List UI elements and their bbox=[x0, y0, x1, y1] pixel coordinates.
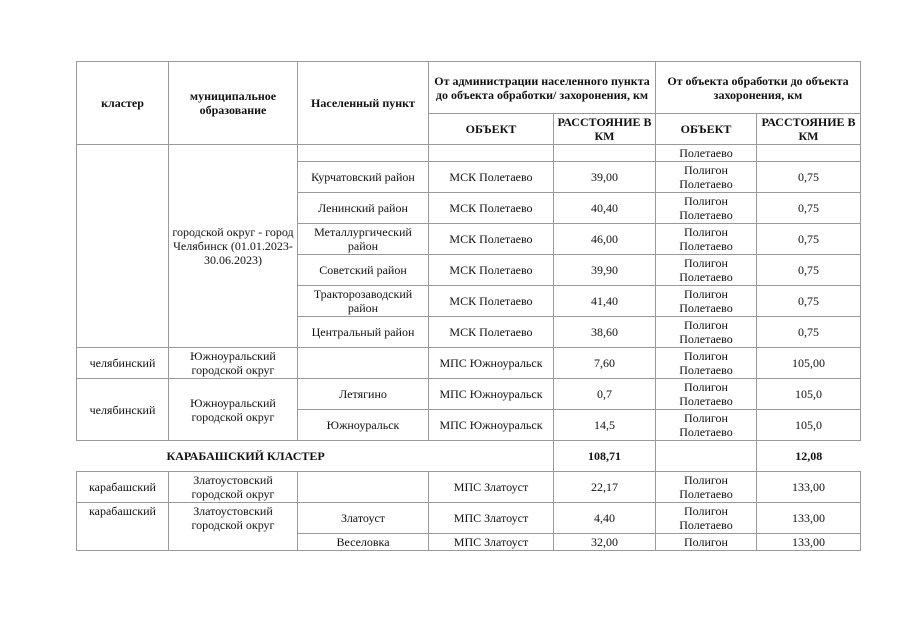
cell-object2: Полигон Полетаево bbox=[656, 162, 757, 193]
cell-object1: МСК Полетаево bbox=[429, 162, 554, 193]
table-row bbox=[77, 379, 861, 410]
cell-dist1: 38,60 bbox=[554, 317, 656, 348]
cell-object1: МСК Полетаево bbox=[429, 224, 554, 255]
cell-cluster-empty bbox=[77, 145, 169, 348]
cell-dist1: 7,60 bbox=[554, 348, 656, 379]
cell-object2: Полигон Полетаево bbox=[656, 410, 757, 441]
cell-dist2: 133,00 bbox=[757, 472, 861, 503]
cell-dist2: 0,75 bbox=[757, 162, 861, 193]
cell-object1: МСК Полетаево bbox=[429, 317, 554, 348]
cell-dist2: 0,75 bbox=[757, 224, 861, 255]
cell-object1: МПС Южноуральск bbox=[429, 348, 554, 379]
cell-municipality: Южноуральский городской округ bbox=[169, 379, 298, 441]
cell-settlement: Тракторозаводский район bbox=[298, 286, 429, 317]
cell-settlement: Курчатовский район bbox=[298, 162, 429, 193]
cluster-label: КАРАБАШСКИЙ КЛАСТЕР bbox=[77, 441, 554, 472]
cell-cluster: челябинский bbox=[77, 379, 169, 441]
cell-object2: Полигон Полетаево bbox=[656, 193, 757, 224]
cell-cluster: карабашский bbox=[77, 503, 169, 551]
table-row bbox=[77, 472, 861, 503]
cell-dist1: 40,40 bbox=[554, 193, 656, 224]
cell-object1: МПС Южноуральск bbox=[429, 379, 554, 410]
cell-object1: МПС Южноуральск bbox=[429, 410, 554, 441]
cell-municipality: Южноуральский городской округ bbox=[169, 348, 298, 379]
distance-table bbox=[76, 61, 861, 551]
header-object-1: ОБЪЕКТ bbox=[429, 114, 554, 145]
cell-settlement: Южноуральск bbox=[298, 410, 429, 441]
cell-object2: Полигон Полетаево bbox=[656, 224, 757, 255]
cell-object1: МПС Златоуст bbox=[429, 503, 554, 534]
cell-object2: Полигон Полетаево bbox=[656, 255, 757, 286]
cell-object2: Полигон Полетаево bbox=[656, 472, 757, 503]
cell-cluster: челябинский bbox=[77, 348, 169, 379]
cell-object2: Полигон Полетаево bbox=[656, 286, 757, 317]
header-distance-1: РАССТОЯНИЕ В КМ bbox=[554, 114, 656, 145]
cell-object1: МСК Полетаево bbox=[429, 286, 554, 317]
cell-settlement: Златоуст bbox=[298, 503, 429, 534]
cell-dist1: 41,40 bbox=[554, 286, 656, 317]
cell-dist2: 0,75 bbox=[757, 255, 861, 286]
cell-dist2: 105,0 bbox=[757, 379, 861, 410]
cell-settlement: Металлургический район bbox=[298, 224, 429, 255]
cell-dist2: 133,00 bbox=[757, 534, 861, 551]
cell-settlement: Ленинский район bbox=[298, 193, 429, 224]
cell-dist1: 32,00 bbox=[554, 534, 656, 551]
cell-dist2: 0,75 bbox=[757, 193, 861, 224]
header-object-2: ОБЪЕКТ bbox=[656, 114, 757, 145]
table-row bbox=[77, 348, 861, 379]
header-settlement: Населенный пункт bbox=[298, 62, 429, 145]
cell-dist1: 39,90 bbox=[554, 255, 656, 286]
cell-object1: МСК Полетаево bbox=[429, 255, 554, 286]
header-municipality: муниципальное образование bbox=[169, 62, 298, 145]
cell-object2: Полигон Полетаево bbox=[656, 503, 757, 534]
cell-object2: Полигон Полетаево bbox=[656, 348, 757, 379]
cluster-summary-row bbox=[77, 441, 861, 472]
cell-dist2: 0,75 bbox=[757, 286, 861, 317]
cluster-dist2: 12,08 bbox=[757, 441, 861, 472]
cell-dist2: 133,00 bbox=[757, 503, 861, 534]
cell-dist1: 14,5 bbox=[554, 410, 656, 441]
cell-dist1: 0,7 bbox=[554, 379, 656, 410]
cell-object2: Полетаево bbox=[656, 145, 757, 162]
cell-object1: МПС Златоуст bbox=[429, 534, 554, 551]
table-row bbox=[77, 145, 861, 162]
cell-object2: Полигон bbox=[656, 534, 757, 551]
cluster-dist1: 108,71 bbox=[554, 441, 656, 472]
cell-municipality: городской округ - город Челябинск (01.01.2023-30.06.2023) bbox=[169, 145, 298, 348]
cell-municipality: Златоустовский городской округ bbox=[169, 503, 298, 551]
header-from-treatment: От объекта обработки до объекта захоронения, км bbox=[656, 62, 861, 114]
header-from-admin: От администрации населенного пункта до объекта обработки/ захоронения, км bbox=[429, 62, 656, 114]
cell-dist2: 0,75 bbox=[757, 317, 861, 348]
header-distance-2: РАССТОЯНИЕ В КМ bbox=[757, 114, 861, 145]
cell-dist1: 39,00 bbox=[554, 162, 656, 193]
cell-dist2: 105,00 bbox=[757, 348, 861, 379]
cell-settlement: Центральный район bbox=[298, 317, 429, 348]
header-cluster: кластер bbox=[77, 62, 169, 145]
cell-dist1: 46,00 bbox=[554, 224, 656, 255]
cell-dist2: 105,0 bbox=[757, 410, 861, 441]
cell-settlement: Веселовка bbox=[298, 534, 429, 551]
cell-object2: Полигон Полетаево bbox=[656, 379, 757, 410]
cell-settlement: Летягино bbox=[298, 379, 429, 410]
cell-dist1: 22,17 bbox=[554, 472, 656, 503]
table-row bbox=[77, 503, 861, 534]
cell-municipality: Златоустовский городской округ bbox=[169, 472, 298, 503]
cell-object2: Полигон Полетаево bbox=[656, 317, 757, 348]
cell-settlement: Советский район bbox=[298, 255, 429, 286]
cell-dist1: 4,40 bbox=[554, 503, 656, 534]
cell-object1: МСК Полетаево bbox=[429, 193, 554, 224]
cell-cluster: карабашский bbox=[77, 472, 169, 503]
cell-object1: МПС Златоуст bbox=[429, 472, 554, 503]
